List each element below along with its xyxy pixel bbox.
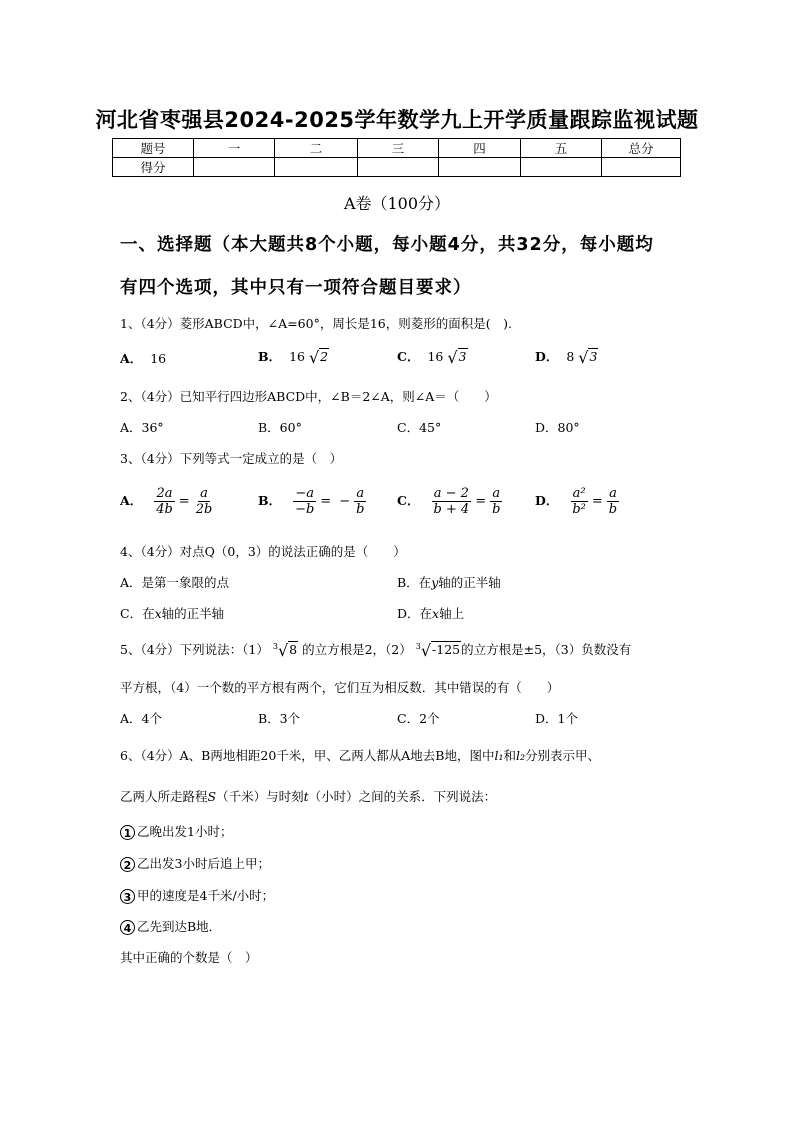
statement-text: 甲的速度是4千米/小时；	[137, 888, 275, 903]
q3-option-d: D． $\frac{\text{a²}}{\text{b²}}$ = $\frac{a}{b}$	[535, 486, 618, 517]
stem-text: 乙两人所走路程	[120, 789, 208, 804]
question-6-line2	[120, 787, 496, 805]
score-cell: 二	[275, 139, 358, 158]
q5-option-b: B．3个	[258, 711, 301, 726]
score-cell: 得分	[113, 158, 194, 177]
numerator: a	[356, 486, 365, 501]
section-heading-line2: 有四个选项，其中只有一项符合题目要求）	[120, 278, 472, 298]
fraction	[154, 486, 175, 517]
variable: x	[154, 606, 162, 621]
statement-text: 乙出发3小时后追上甲；	[137, 856, 270, 871]
variable: t	[303, 789, 309, 804]
root-index: 3	[415, 641, 421, 651]
fraction	[293, 486, 316, 517]
numerator: a − 2	[433, 486, 469, 501]
numerator: a	[609, 486, 617, 501]
option-label: C．	[397, 349, 420, 364]
q4-option-a: A．是第一象限的点	[120, 575, 230, 590]
question-6-ask: 其中正确的个数是（ ）	[120, 950, 258, 965]
q5-option-c: C．2个	[397, 711, 440, 726]
q2-option-d: D．80°	[535, 420, 580, 435]
option-label: B．	[258, 349, 282, 364]
score-cell: 题号	[113, 139, 194, 158]
q5-option-d: D．1个	[535, 711, 578, 726]
radicand: 3	[589, 349, 598, 364]
question-6-line1	[120, 746, 600, 764]
option-text: 轴上	[439, 606, 465, 621]
denominator: b²	[572, 502, 586, 517]
q1-option-a	[120, 349, 166, 367]
fraction	[194, 486, 215, 517]
fraction	[354, 486, 366, 517]
denominator: −b	[295, 502, 315, 517]
statement-item	[120, 854, 270, 872]
q4-option-b	[397, 573, 501, 591]
score-table	[112, 138, 681, 177]
numerator: 2a	[156, 486, 173, 501]
sqrt-expression: √3	[578, 348, 598, 367]
numerator: a	[492, 486, 501, 501]
sqrt-expression: √3	[447, 348, 467, 367]
variable: l₂	[516, 748, 526, 763]
radicand: 2	[320, 349, 329, 364]
sqrt-expression: √2	[308, 348, 329, 367]
q1-option-c	[397, 347, 468, 367]
circled-number: 3	[120, 889, 135, 904]
question-5-line2: 平方根，（4）一个数的平方根有两个，它们互为相反数．其中错误的有（ ）	[120, 680, 560, 695]
q1-option-b	[258, 347, 329, 367]
numerator: −a	[295, 486, 314, 501]
denominator: 4b	[156, 502, 173, 517]
score-table-header-row	[113, 139, 681, 158]
option-label: C．	[397, 493, 420, 508]
page-title: 河北省枣强县2024-2025学年数学九上开学质量跟踪监视试题	[95, 108, 699, 132]
score-entry	[194, 158, 275, 177]
score-cell: 总分	[602, 139, 681, 158]
numerator: a	[200, 486, 208, 501]
option-text: D．在	[397, 606, 433, 621]
minus-sign: −	[339, 494, 351, 509]
question-1-stem: 1、（4分）菱形ABCD中，∠A=60°，周长是16，则菱形的面积是( ).	[120, 316, 512, 331]
stem-text: 的立方根是±5，（3）负数没有	[461, 642, 632, 657]
radicand: 8	[289, 642, 298, 657]
q2-option-c: C．45°	[397, 420, 442, 435]
statement-text: 乙先到达B地．	[137, 919, 222, 934]
score-cell: 三	[358, 139, 439, 158]
denominator: b	[356, 502, 365, 517]
score-cell: 一	[194, 139, 275, 158]
variable: S	[207, 789, 217, 804]
option-label: B．	[258, 493, 282, 508]
q4-option-d	[397, 604, 464, 622]
score-entry	[275, 158, 358, 177]
stem-text: 6、（4分）A、B两地相距20千米，甲、乙两人都从A地去B地，图中	[120, 748, 495, 763]
score-entry	[521, 158, 602, 177]
numerator: a²	[572, 486, 586, 501]
q3-option-c: C． $\frac{a - 2}{b + 4}$ = $\frac{a}{b}$	[397, 486, 501, 517]
question-4-stem: 4、（4分）对点Q（0，3）的说法正确的是（ ）	[120, 544, 406, 559]
score-entry	[602, 158, 681, 177]
option-label: A．	[120, 493, 143, 508]
statement-item	[120, 822, 232, 840]
fraction	[431, 486, 471, 517]
option-label: D．	[535, 349, 559, 364]
question-5-stem	[120, 640, 631, 660]
fraction	[607, 486, 619, 517]
variable: x	[432, 606, 440, 621]
section-subtitle: A卷（100分）	[343, 194, 451, 213]
option-label: A．	[120, 351, 143, 366]
denominator: b	[608, 502, 618, 517]
option-text: B．在	[397, 575, 432, 590]
statement-text: 乙晚出发1小时；	[137, 824, 233, 839]
denominator: 2b	[195, 502, 213, 517]
variable: y	[431, 575, 439, 590]
stem-text: 和	[503, 748, 517, 763]
option-text: 轴的正半轴	[161, 606, 225, 621]
fraction	[490, 486, 502, 517]
denominator: b	[492, 502, 501, 517]
statement-item	[120, 886, 274, 904]
circled-number: 4	[120, 920, 135, 935]
cube-root-expression: $^3$√-125	[415, 641, 461, 660]
variable: l₁	[494, 748, 504, 763]
q3-option-b: B． $\frac{-a}{-b}$ = − $\frac{a}{b}$	[258, 486, 365, 517]
question-3-stem: 3、（4分）下列等式一定成立的是（ ）	[120, 451, 343, 466]
score-entry	[439, 158, 521, 177]
option-text: 16	[150, 351, 167, 366]
denominator: b + 4	[433, 502, 470, 517]
circled-number: 2	[120, 857, 135, 872]
score-cell: 四	[439, 139, 521, 158]
stem-text: （小时）之间的关系．下列说法：	[308, 789, 497, 804]
score-cell: 五	[521, 139, 602, 158]
q3-option-a: A． $\frac{2a}{4b}$ = $\frac{a}{2b}$	[120, 486, 213, 517]
q1-option-d	[535, 347, 598, 367]
option-label: D．	[535, 493, 559, 508]
question-2-stem: 2、（4分）已知平行四边形ABCD中，∠B＝2∠A，则∠A＝（ ）	[120, 389, 497, 404]
q4-option-c	[120, 604, 224, 622]
radicand: 3	[458, 349, 467, 364]
circled-number: 1	[120, 825, 135, 840]
option-text: C．在	[120, 606, 155, 621]
section-heading-line1: 一、选择题（本大题共8个小题，每小题4分，共32分，每小题均	[120, 235, 654, 255]
root-index: 3	[272, 641, 278, 651]
q2-option-a: A．36°	[120, 420, 164, 435]
radicand: -125	[432, 642, 461, 657]
option-text: 16	[427, 349, 444, 364]
option-text: 轴的正半轴	[438, 575, 501, 590]
stem-text: （千米）与时刻	[216, 789, 304, 804]
q2-option-b: B．60°	[258, 420, 302, 435]
option-text: 8	[566, 349, 575, 364]
score-table-score-row	[113, 158, 681, 177]
score-entry	[358, 158, 439, 177]
stem-text: 5、（4分）下列说法：（1）	[120, 642, 269, 657]
fraction	[570, 486, 588, 517]
option-text: 16	[289, 349, 305, 364]
cube-root-expression: $^3$√8	[272, 641, 298, 660]
stem-text: 分别表示甲、	[525, 748, 601, 763]
stem-text: 的立方根是2，（2）	[302, 642, 412, 657]
q5-option-a: A．4个	[120, 711, 162, 726]
statement-item	[120, 917, 221, 935]
